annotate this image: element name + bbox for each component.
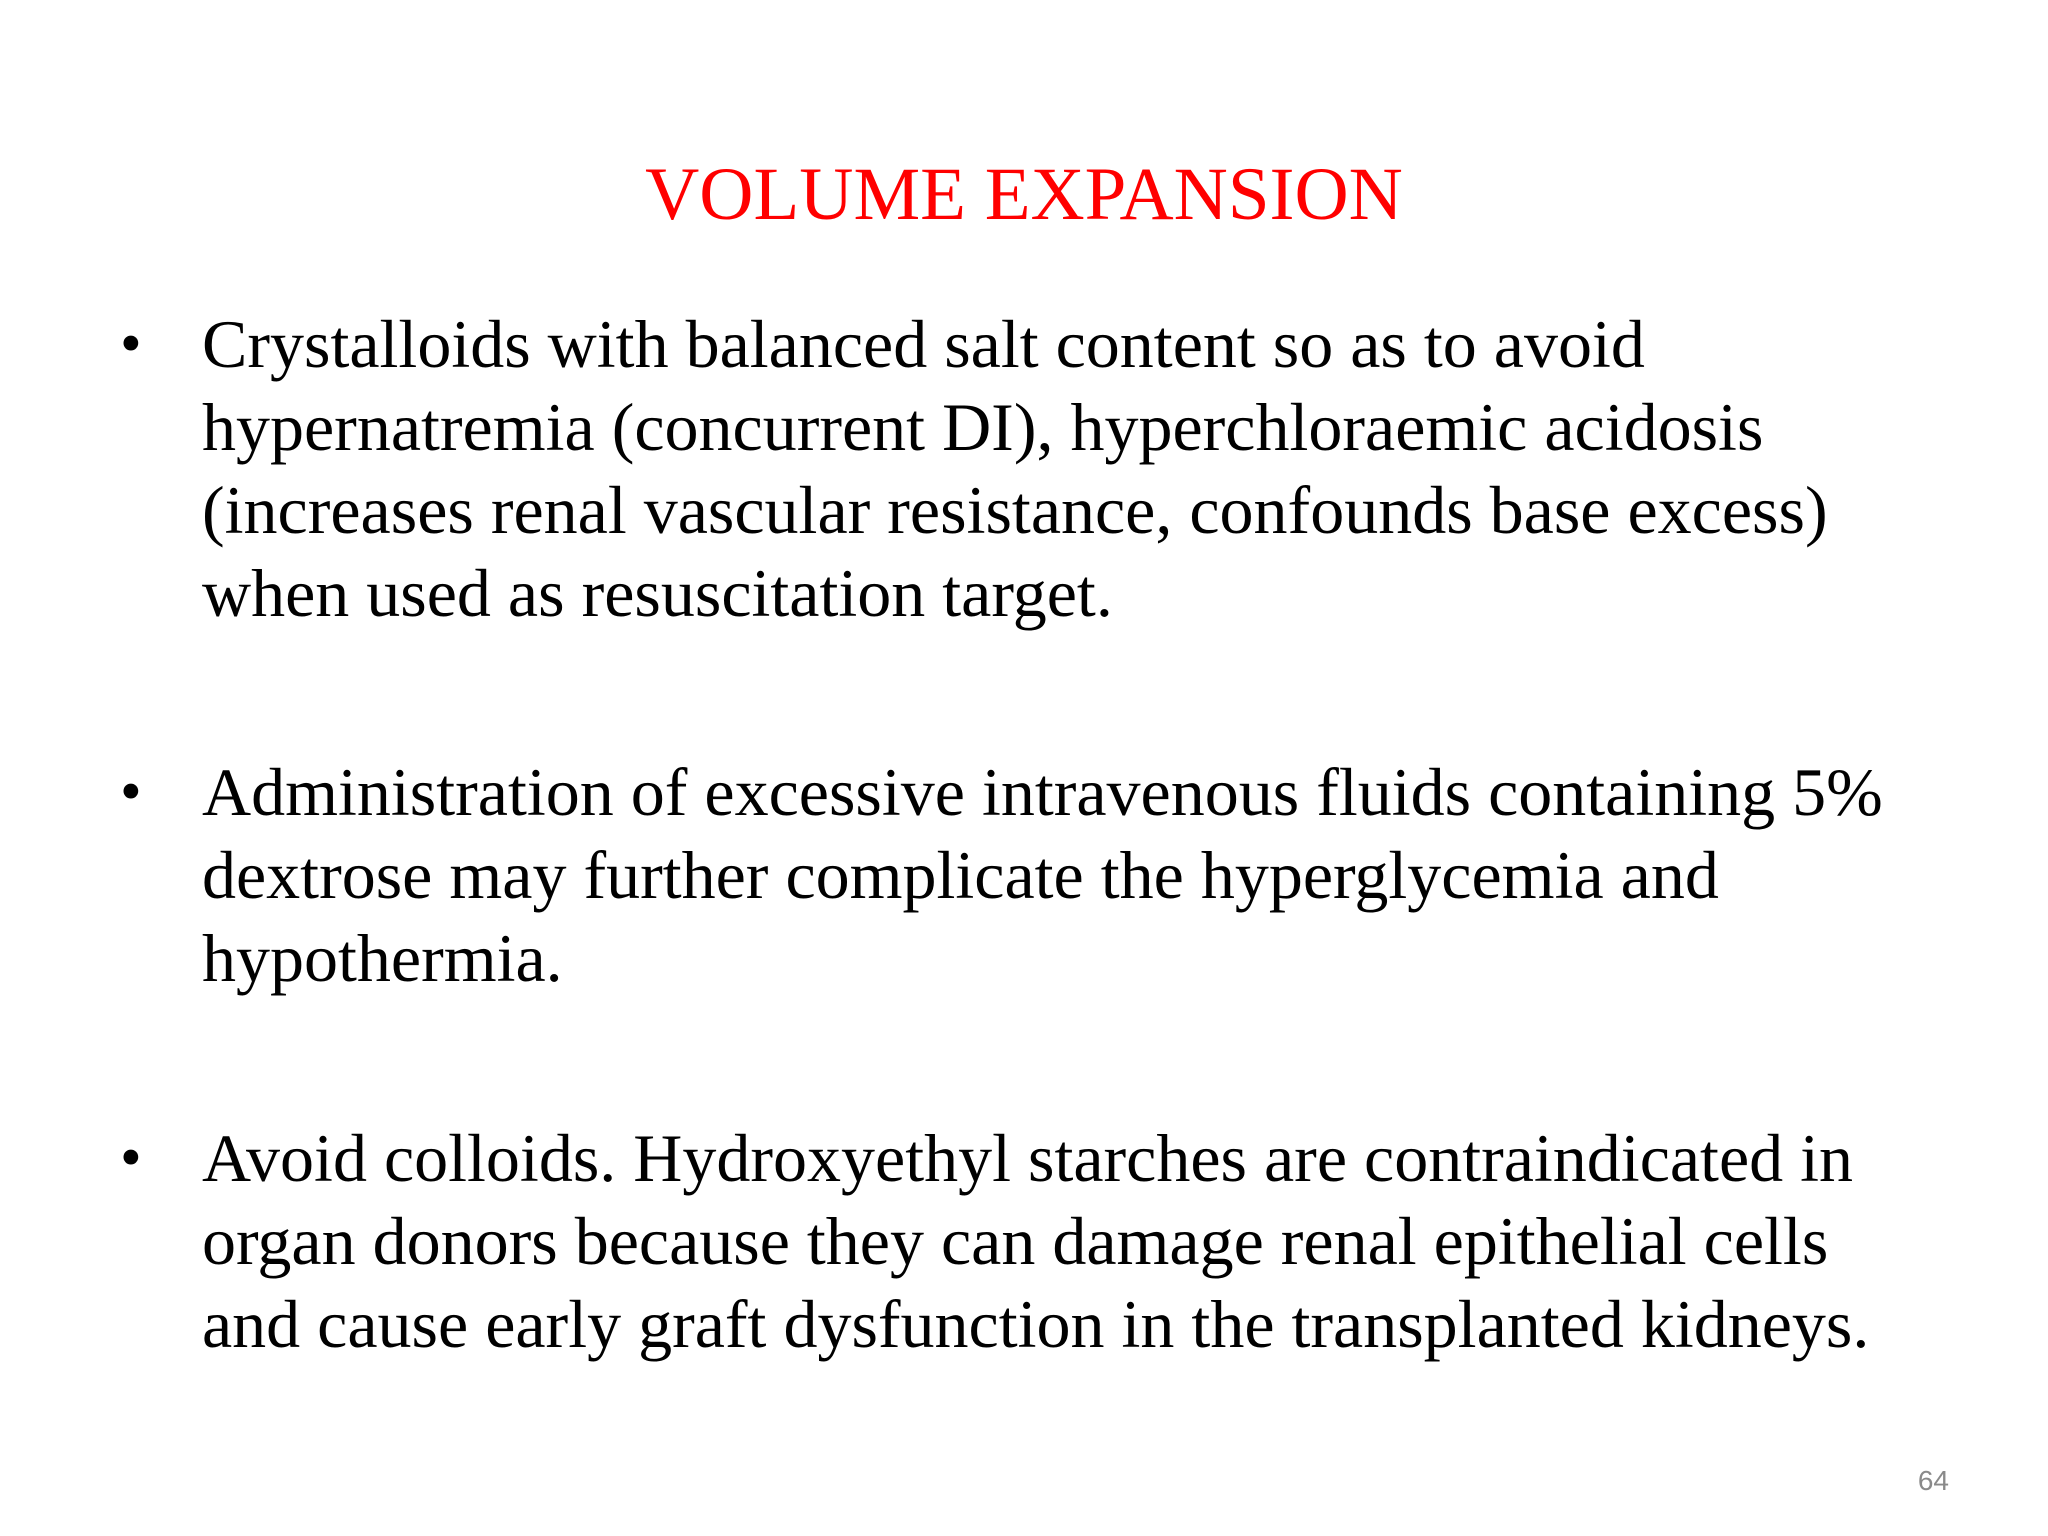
slide-title: VOLUME EXPANSION	[645, 153, 1403, 236]
bullet-dot-icon: •	[120, 1124, 142, 1192]
bullet-text: Avoid colloids. Hydroxyethyl starches are contraindicated in organ donors because they can damage renal epithelial cells and cause early graft dysfunction in the transplanted kidneys.	[202, 1120, 1870, 1362]
bullet-text: Administration of excessive intravenous fluids containing 5% dextrose may further complicate the hyperglycemia and hypothermia.	[202, 754, 1883, 996]
bullet-dot-icon: •	[120, 758, 142, 826]
page-number: 64	[1917, 1465, 1949, 1496]
bullet-text: Crystalloids with balanced salt content so as to avoid hypernatremia (concurrent DI), hyperchloraemic acidosis (increases renal vascular resistance, confounds base excess) when used as resuscitation target.	[202, 306, 1828, 631]
bullet-dot-icon: •	[120, 310, 142, 378]
